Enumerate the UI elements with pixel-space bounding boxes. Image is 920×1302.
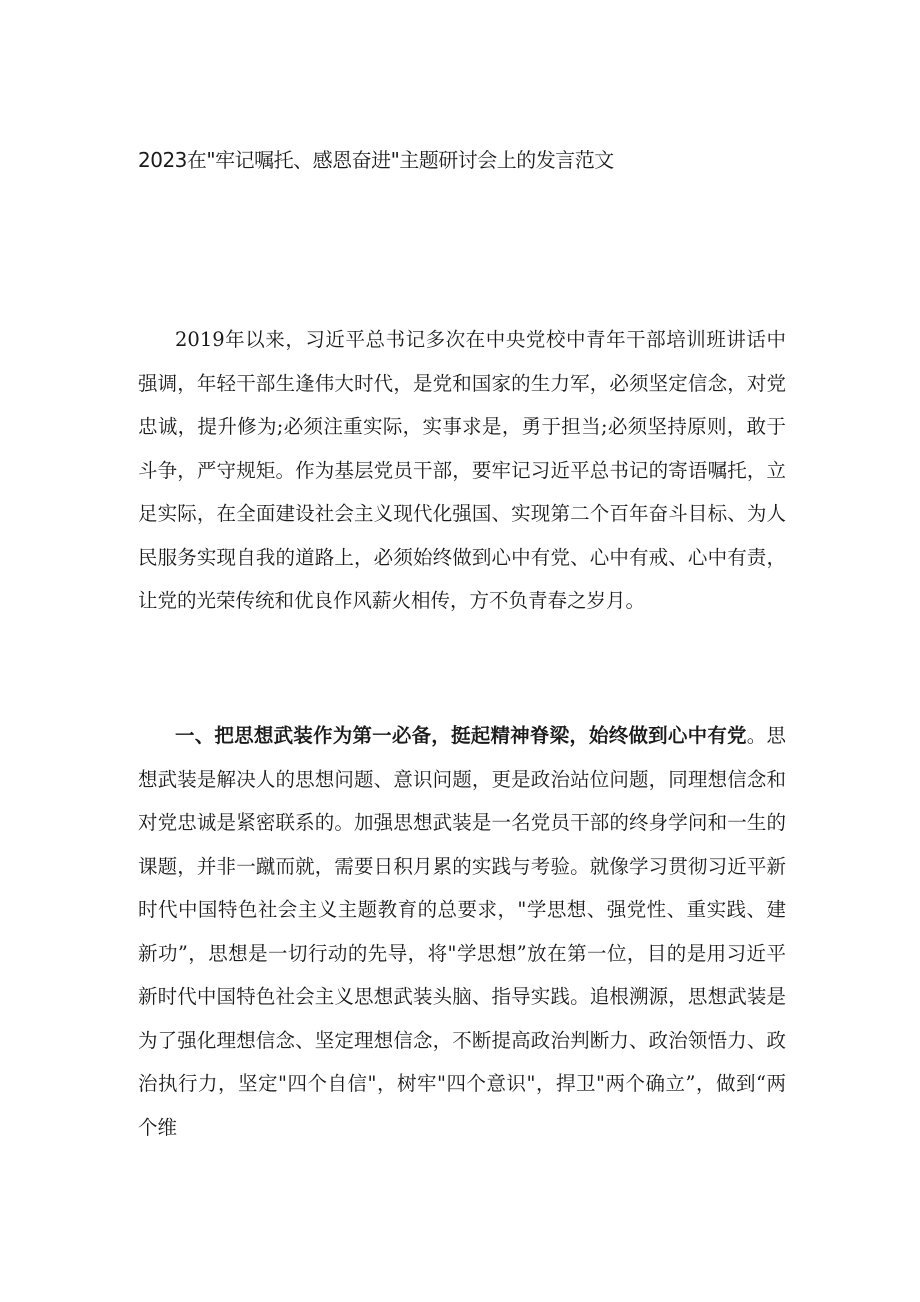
document-title: 2023在"牢记嘱托、感恩奋进"主题研讨会上的发言范文 — [138, 148, 614, 172]
section-one-paragraph — [138, 714, 786, 1149]
intro-paragraph: 2019年以来，习近平总书记多次在中央党校中青年干部培训班讲话中强调，年轻干部生逢伟大时代，是党和国家的生力军，必须坚定信念，对党忠诚，提升修为;必须注重实际，实事求是，勇于担当;必须坚持原则，敢于斗争，严守规矩。作为基层党员干部，要牢记习近平总书记的寄语嘱托，立足实际，在全面建设社会主义现代化强国、实现第二个百年奋斗目标、为人民服务实现自我的道路上，必须始终做到心中有党、心中有戒、心中有责，让党的光荣传统和优良作风薪火相传，方不负青春之岁月。 — [138, 328, 786, 612]
section-one-body: 。思想武装是解决人的思想问题、意识问题，更是政治站位问题，同理想信念和对党忠诚是紧密联系的。加强思想武装是一名党员干部的终身学问和一生的课题，并非一蹴而就，需要日积月累的实践与考验。就像学习贯彻习近平新时代中国特色社会主义主题教育的总要求，"学思想、强党性、重实践、建新功”，思想是一切行动的先导，将"学思想”放在第一位，目的是用习近平新时代中国特色社会主义思想武装头脑、指导实践。追根溯源，思想武装是为了强化理想信念、坚定理想信念，不断提高政治判断力、政治领悟力、政治执行力，坚定"四个自信"，树牢"四个意识"，捍卫"两个确立”，做到“两个维 — [138, 724, 786, 1139]
section-one-heading: 一、把思想武装作为第一必备，挺起精神脊梁，始终做到心中有党 — [175, 724, 747, 747]
